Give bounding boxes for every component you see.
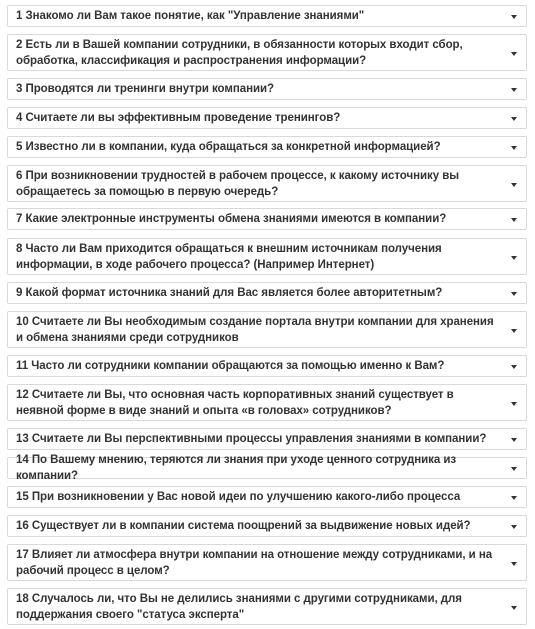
chevron-down-icon	[511, 402, 517, 406]
question-label: 17 Влияет ли атмосфера внутри компании на отношение между сотрудниками, и на рабочий процесс в целом?	[16, 548, 493, 577]
chevron-down-icon	[511, 365, 517, 369]
question-item-1[interactable]	[7, 5, 527, 27]
chevron-down-icon	[511, 467, 517, 471]
question-item-7[interactable]	[7, 208, 527, 230]
chevron-down-icon	[511, 183, 517, 187]
question-label: 12 Считаете ли Вы, что основная часть корпоративных знаний существует в неявной форме в виде знаний и опыта «в головах» сотрудников?	[16, 388, 454, 417]
question-label: 16 Существует ли в компании система поощрений за выдвижение новых идей?	[16, 520, 471, 532]
chevron-down-icon	[511, 438, 517, 442]
chevron-down-icon	[511, 292, 517, 296]
question-label: 8 Часто ли Вам приходится обращаться к внешним источникам получения информации, в ходе рабочего процесса? (Например Интернет)	[16, 242, 442, 271]
question-label: 18 Случалось ли, что Вы не делились знаниями с другими сотрудниками, для поддержания своего "статуса эксперта"	[16, 592, 462, 621]
question-label: 9 Какой формат источника знаний для Вас является более авторитетным?	[16, 287, 443, 299]
question-label: 11 Часто ли сотрудники компании обращаются за помощью именно к Вам?	[16, 360, 445, 372]
question-item-18[interactable]	[7, 588, 527, 625]
question-label: 2 Есть ли в Вашей компании сотрудники, в обязанности которых входит сбор, обработка, классификация и распространения информации?	[16, 38, 463, 67]
question-label: 1 Знакомо ли Вам такое понятие, как "Управление знаниями"	[16, 10, 365, 22]
question-label: 14 По Вашему мнению, теряются ли знания при уходе ценного сотрудника из компании?	[16, 454, 457, 482]
chevron-down-icon	[511, 117, 517, 121]
question-item-14[interactable]	[7, 454, 527, 482]
chevron-down-icon	[511, 218, 517, 222]
chevron-down-icon	[511, 146, 517, 150]
question-label: 7 Какие электронные инструменты обмена знаниями имеются в компании?	[16, 213, 447, 225]
question-item-11[interactable]	[7, 355, 527, 377]
question-label: 3 Проводятся ли тренинги внутри компании?	[16, 83, 274, 95]
question-item-13[interactable]	[7, 428, 527, 450]
question-label: 13 Считаете ли Вы перспективными процессы управления знаниями в компании?	[16, 433, 487, 445]
question-label: 15 При возникновении у Вас новой идеи по улучшению какого-либо процесса	[16, 491, 461, 503]
chevron-down-icon	[511, 256, 517, 260]
question-item-16[interactable]	[7, 515, 527, 537]
question-item-10[interactable]	[7, 311, 527, 348]
chevron-down-icon	[511, 562, 517, 566]
question-label: 10 Считаете ли Вы необходимым создание портала внутри компании для хранения и обмена знаниями среди сотрудников	[16, 315, 494, 344]
question-label: 4 Считаете ли вы эффективным проведение тренингов?	[16, 112, 341, 124]
question-item-5[interactable]	[7, 136, 527, 158]
chevron-down-icon	[511, 606, 517, 610]
chevron-down-icon	[511, 525, 517, 529]
question-item-8[interactable]	[7, 238, 527, 275]
question-label: 5 Известно ли в компании, куда обращаться за конкретной информацией?	[16, 141, 441, 153]
chevron-down-icon	[511, 15, 517, 19]
question-item-15[interactable]	[7, 486, 527, 508]
question-item-6[interactable]	[7, 165, 527, 202]
question-item-17[interactable]	[7, 544, 527, 581]
question-item-2[interactable]	[7, 34, 527, 71]
chevron-down-icon	[511, 496, 517, 500]
question-item-12[interactable]	[7, 384, 527, 421]
question-item-9[interactable]	[7, 282, 527, 304]
question-item-3[interactable]	[7, 78, 527, 100]
question-label: 6 При возникновении трудностей в рабочем процессе, к какому источнику вы обращаетесь за помощью в первую очередь?	[16, 169, 459, 198]
chevron-down-icon	[511, 88, 517, 92]
chevron-down-icon	[511, 329, 517, 333]
chevron-down-icon	[511, 52, 517, 56]
question-item-4[interactable]	[7, 107, 527, 129]
